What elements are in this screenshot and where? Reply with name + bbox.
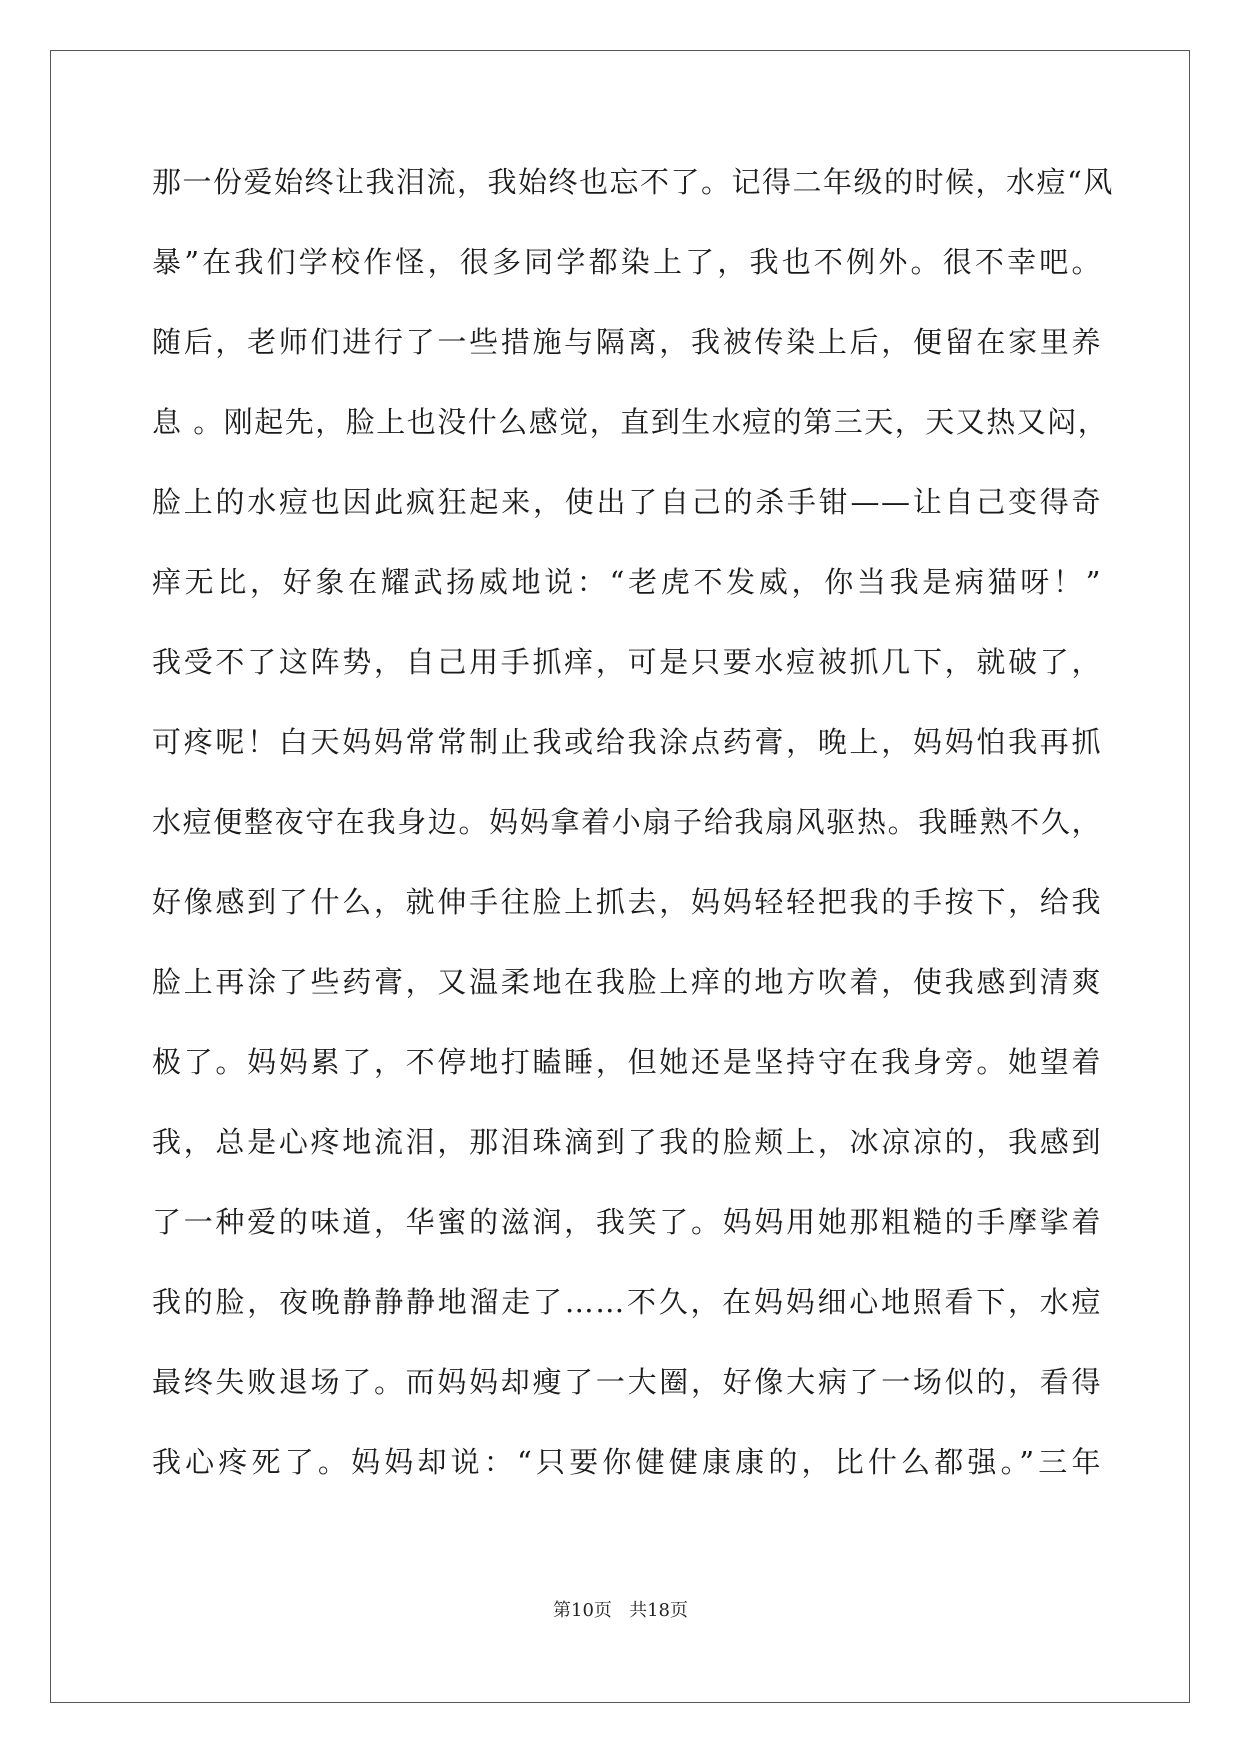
text-line: 最终失败退场了。而妈妈却瘦了一大圈，好像大病了一场似的，看得 — [152, 1365, 1102, 1399]
text-line: 息 。刚起先，脸上也没什么感觉，直到生水痘的第三天，天又热又闷， — [152, 405, 1109, 439]
text-line: 我心疼死了。妈妈却说：“只要你健健康康的，比什么都强。”三年 — [152, 1445, 1102, 1479]
text-line: 我的脸，夜晚静静静地溜走了……不久，在妈妈细心地照看下，水痘 — [152, 1285, 1102, 1319]
text-line: 暴”在我们学校作怪，很多同学都染上了，我也不例外。很不幸吧。 — [152, 245, 1102, 279]
text-line: 水痘便整夜守在我身边。妈妈拿着小扇子给我扇风驱热。我睡熟不久， — [152, 805, 1102, 839]
text-line: 那一份爱始终让我泪流，我始终也忘不了。记得二年级的时候，水痘“风 — [152, 165, 1114, 199]
page-total: 共18页 — [629, 1600, 688, 1621]
page-number: 第10页 — [553, 1600, 612, 1621]
text-line: 我，总是心疼地流泪，那泪珠滴到了我的脸颊上，冰凉凉的，我感到 — [152, 1125, 1102, 1159]
text-line: 极了。妈妈累了，不停地打瞌睡，但她还是坚持守在我身旁。她望着 — [152, 1045, 1102, 1079]
text-line: 痒无比，好象在耀武扬威地说：“老虎不发威，你当我是病猫呀！” — [152, 565, 1102, 599]
text-line: 脸上再涂了些药膏，又温柔地在我脸上痒的地方吹着，使我感到清爽 — [152, 965, 1102, 999]
text-line: 可疼呢！白天妈妈常常制止我或给我涂点药膏，晚上，妈妈怕我再抓 — [152, 725, 1102, 759]
text-line: 脸上的水痘也因此疯狂起来，使出了自己的杀手钳——让自己变得奇 — [152, 485, 1102, 519]
page-footer — [0, 1596, 1241, 1622]
text-line: 好像感到了什么，就伸手往脸上抓去，妈妈轻轻把我的手按下，给我 — [152, 885, 1102, 919]
document-body — [152, 162, 1114, 1522]
text-line: 了一种爱的味道，华蜜的滋润，我笑了。妈妈用她那粗糙的手摩挲着 — [152, 1205, 1102, 1239]
text-line: 我受不了这阵势，自己用手抓痒，可是只要水痘被抓几下，就破了， — [152, 645, 1102, 679]
text-line: 随后，老师们进行了一些措施与隔离，我被传染上后，便留在家里养 — [152, 325, 1102, 359]
